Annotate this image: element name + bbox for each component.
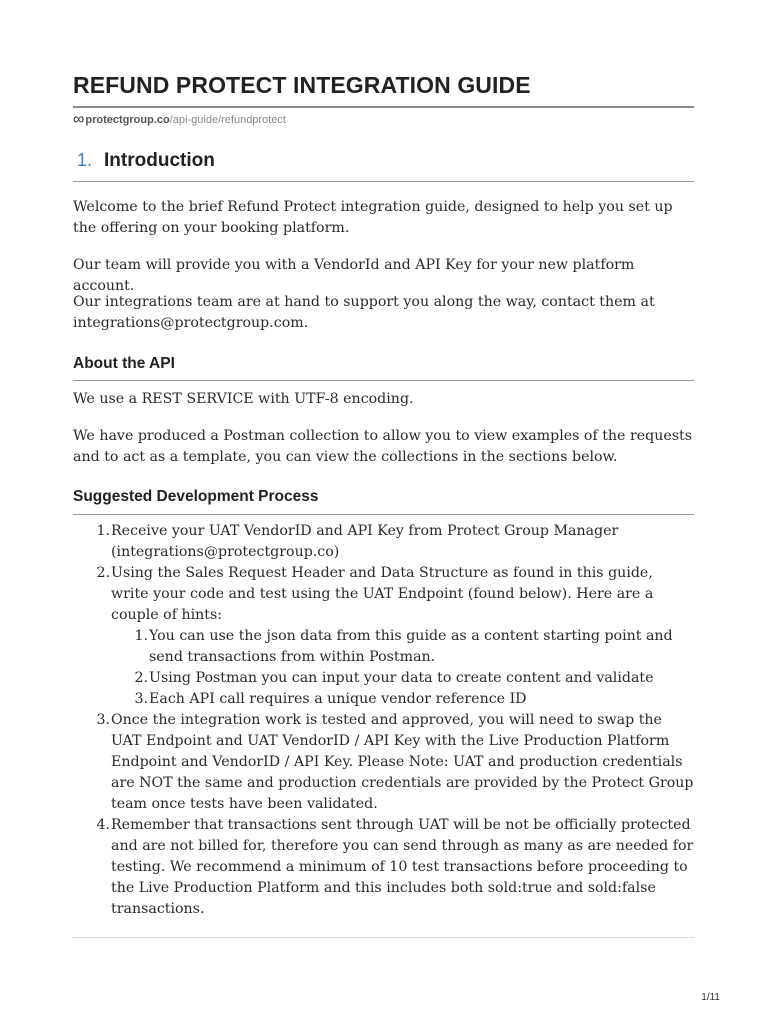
url-path: /api-guide/refundprotect <box>169 114 286 126</box>
sub-list-item: 2. Using Postman you can input your data to create content and validate <box>134 670 654 686</box>
list-item: 3. Once the integration work is tested and approved, you will need to swap the UAT Endpoint and UAT VendorID / API Key with the Live Production Platform Endpoint and VendorID / API Key. Please Note: UAT and production credentials are NOT the same and production credentials are provided by the Protect Group team once tests have been validated. <box>96 712 694 812</box>
intro-paragraph-3: Our integrations team are at hand to support you along the way, contact them at integrations@protectgroup.com. <box>73 294 655 331</box>
list-item: 4. Remember that transactions sent through UAT will be not be officially protected and are not billed for, therefore you can send through as many as are needed for testing. We recommend a minimum of 10 test transactions before proceeding to the Live Production Platform and this includes both sold:true and sold:false transactions. <box>96 817 694 917</box>
intro-paragraph-2: Our team will provide you with a VendorId and API Key for your new platform account. <box>73 257 635 294</box>
dev-process-heading: Suggested Development Process <box>73 488 319 505</box>
title-divider <box>73 106 694 108</box>
about-api-paragraph-2: We have produced a Postman collection to allow you to view examples of the requests and to act as a template, you can view the collections in the sections below. <box>73 428 693 465</box>
list-item: 2. Using the Sales Request Header and Data Structure as found in this guide, write your code and test using the UAT Endpoint (found below). Here are a couple of hints: <box>96 565 654 623</box>
infinity-logo-icon: ∞ <box>73 111 85 128</box>
about-api-heading: About the API <box>73 355 175 372</box>
footer-divider <box>73 937 694 938</box>
section-number: 1. <box>77 150 93 170</box>
document-title: REFUND PROTECT INTEGRATION GUIDE <box>73 72 531 98</box>
section-title: Introduction <box>104 150 215 171</box>
dev-process-divider <box>73 514 694 515</box>
intro-paragraph-1: Welcome to the brief Refund Protect integration guide, designed to help you set up the offering on your booking platform. <box>73 199 673 236</box>
about-api-divider <box>73 380 694 381</box>
sub-list-item: 3. Each API call requires a unique vendor reference ID <box>134 691 527 707</box>
url-domain: protectgroup.co <box>85 114 170 126</box>
list-item: 1. Receive your UAT VendorID and API Key from Protect Group Manager (integrations@protectgroup.co) <box>96 523 619 560</box>
source-url[interactable] <box>73 113 286 127</box>
page-number: 1/11 <box>701 992 720 1003</box>
section-heading-introduction <box>73 150 215 172</box>
about-api-paragraph-1: We use a REST SERVICE with UTF-8 encoding. <box>73 391 414 407</box>
section-divider <box>73 181 694 182</box>
dev-process-list <box>73 521 694 920</box>
sub-list-item: 1. You can use the json data from this guide as a content starting point and send transactions from within Postman. <box>134 628 673 665</box>
